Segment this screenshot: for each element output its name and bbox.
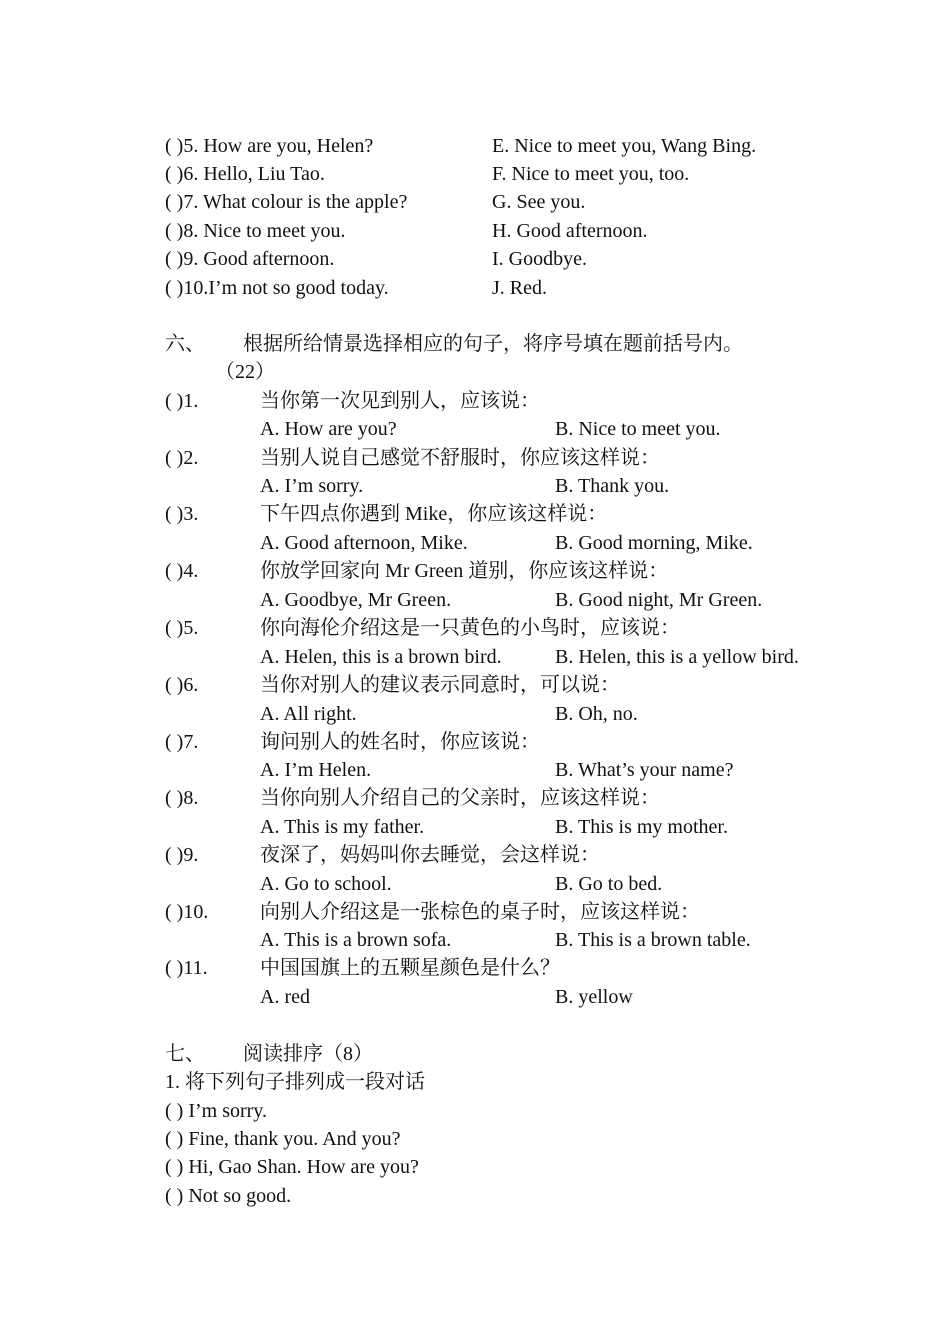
option-b: B. Go to bed. (555, 873, 663, 895)
question-row (165, 557, 865, 585)
question-row (165, 387, 865, 415)
options-row (165, 415, 865, 443)
question-text: 当你向别人介绍自己的父亲时，应该这样说： (260, 787, 660, 809)
question-text: 你向海伦介绍这是一只黄色的小鸟时，应该说： (260, 617, 680, 639)
option-b: B. Helen, this is a yellow bird. (555, 646, 799, 668)
option-b: B. What’s your name? (555, 759, 734, 781)
option-b: B. Nice to meet you. (555, 418, 721, 440)
section-7-heading (165, 1040, 865, 1068)
question-row (165, 500, 865, 528)
options-row (165, 983, 865, 1011)
section-score: （22） (215, 361, 275, 383)
options-row (165, 586, 865, 614)
answer-bracket: ( )4. (165, 560, 199, 582)
option-a: A. Goodbye, Mr Green. (260, 589, 452, 611)
options-row (165, 756, 865, 784)
options-row (165, 700, 865, 728)
ordering-item: ( ) Hi, Gao Shan. How are you? (165, 1156, 419, 1178)
option-b: B. Oh, no. (555, 703, 638, 725)
option-a: A. Helen, this is a brown bird. (260, 646, 502, 668)
answer-bracket: ( )7. (165, 731, 199, 753)
option-a: A. How are you? (260, 418, 397, 440)
match-row (0, 160, 950, 188)
match-row (0, 188, 950, 216)
option-b: B. This is a brown table. (555, 929, 751, 951)
option-a: A. red (260, 986, 310, 1008)
question-text: 询问别人的姓名时，你应该说： (260, 731, 540, 753)
option-a: A. I’m Helen. (260, 759, 372, 781)
match-answer: J. Red. (492, 277, 547, 299)
ordering-item: ( ) I’m sorry. (165, 1100, 268, 1122)
answer-bracket: ( )3. (165, 503, 199, 525)
options-row (165, 529, 865, 557)
question-row (165, 728, 865, 756)
ordering-item: ( ) Not so good. (165, 1185, 292, 1207)
question-row (165, 444, 865, 472)
match-row (0, 245, 950, 273)
match-row (0, 274, 950, 302)
match-answer: H. Good afternoon. (492, 220, 648, 242)
question-row (165, 841, 865, 869)
answer-bracket: ( )6. (165, 674, 199, 696)
match-answer: E. Nice to meet you, Wang Bing. (492, 135, 757, 157)
option-b: B. Good night, Mr Green. (555, 589, 763, 611)
match-question: ( )7. What colour is the apple? (165, 191, 408, 213)
section-subtitle: 1. 将下列句子排列成一段对话 (165, 1071, 425, 1093)
option-b: B. Thank you. (555, 475, 670, 497)
answer-bracket: ( )1. (165, 390, 199, 412)
option-a: A. Go to school. (260, 873, 392, 895)
answer-bracket: ( )8. (165, 787, 199, 809)
match-question: ( )8. Nice to meet you. (165, 220, 346, 242)
question-row (165, 954, 865, 982)
option-b: B. Good morning, Mike. (555, 532, 753, 554)
answer-bracket: ( )11. (165, 957, 208, 979)
match-row (0, 132, 950, 160)
option-a: A. I’m sorry. (260, 475, 364, 497)
option-b: B. This is my mother. (555, 816, 728, 838)
question-text: 下午四点你遇到 Mike，你应该这样说： (260, 503, 608, 525)
question-text: 当你对别人的建议表示同意时，可以说： (260, 674, 620, 696)
option-a: A. Good afternoon, Mike. (260, 532, 468, 554)
question-text: 你放学回家向 Mr Green 道别，你应该这样说： (260, 560, 669, 582)
options-row (165, 472, 865, 500)
option-a: A. All right. (260, 703, 357, 725)
option-b: B. yellow (555, 986, 633, 1008)
match-answer: F. Nice to meet you, too. (492, 163, 690, 185)
answer-bracket: ( )10. (165, 901, 209, 923)
section-6-heading (165, 330, 865, 358)
question-row (165, 671, 865, 699)
section-number: 七、 (165, 1043, 205, 1065)
match-question: ( )10.I’m not so good today. (165, 277, 389, 299)
answer-bracket: ( )9. (165, 844, 199, 866)
match-answer: G. See you. (492, 191, 586, 213)
question-text: 向别人介绍这是一张棕色的桌子时，应该这样说： (260, 901, 700, 923)
question-text: 当你第一次见到别人，应该说： (260, 390, 540, 412)
match-row (0, 217, 950, 245)
options-row (165, 870, 865, 898)
options-row (165, 926, 865, 954)
question-text: 当别人说自己感觉不舒服时，你应该这样说： (260, 447, 660, 469)
match-question: ( )5. How are you, Helen? (165, 135, 374, 157)
answer-bracket: ( )2. (165, 447, 199, 469)
match-question: ( )6. Hello, Liu Tao. (165, 163, 325, 185)
question-text: 夜深了，妈妈叫你去睡觉，会这样说： (260, 844, 600, 866)
option-a: A. This is a brown sofa. (260, 929, 452, 951)
section-number: 六、 (165, 333, 205, 355)
question-row (165, 614, 865, 642)
option-a: A. This is my father. (260, 816, 425, 838)
question-row (165, 898, 865, 926)
section-title: 根据所给情景选择相应的句子，将序号填在题前括号内。 (243, 333, 743, 355)
section-title: 阅读排序（8） (243, 1043, 373, 1065)
ordering-item: ( ) Fine, thank you. And you? (165, 1128, 401, 1150)
match-question: ( )9. Good afternoon. (165, 248, 335, 270)
question-text: 中国国旗上的五颗星颜色是什么？ (260, 957, 560, 979)
answer-bracket: ( )5. (165, 617, 199, 639)
options-row (165, 813, 865, 841)
options-row (165, 643, 865, 671)
question-row (165, 784, 865, 812)
match-answer: I. Goodbye. (492, 248, 587, 270)
